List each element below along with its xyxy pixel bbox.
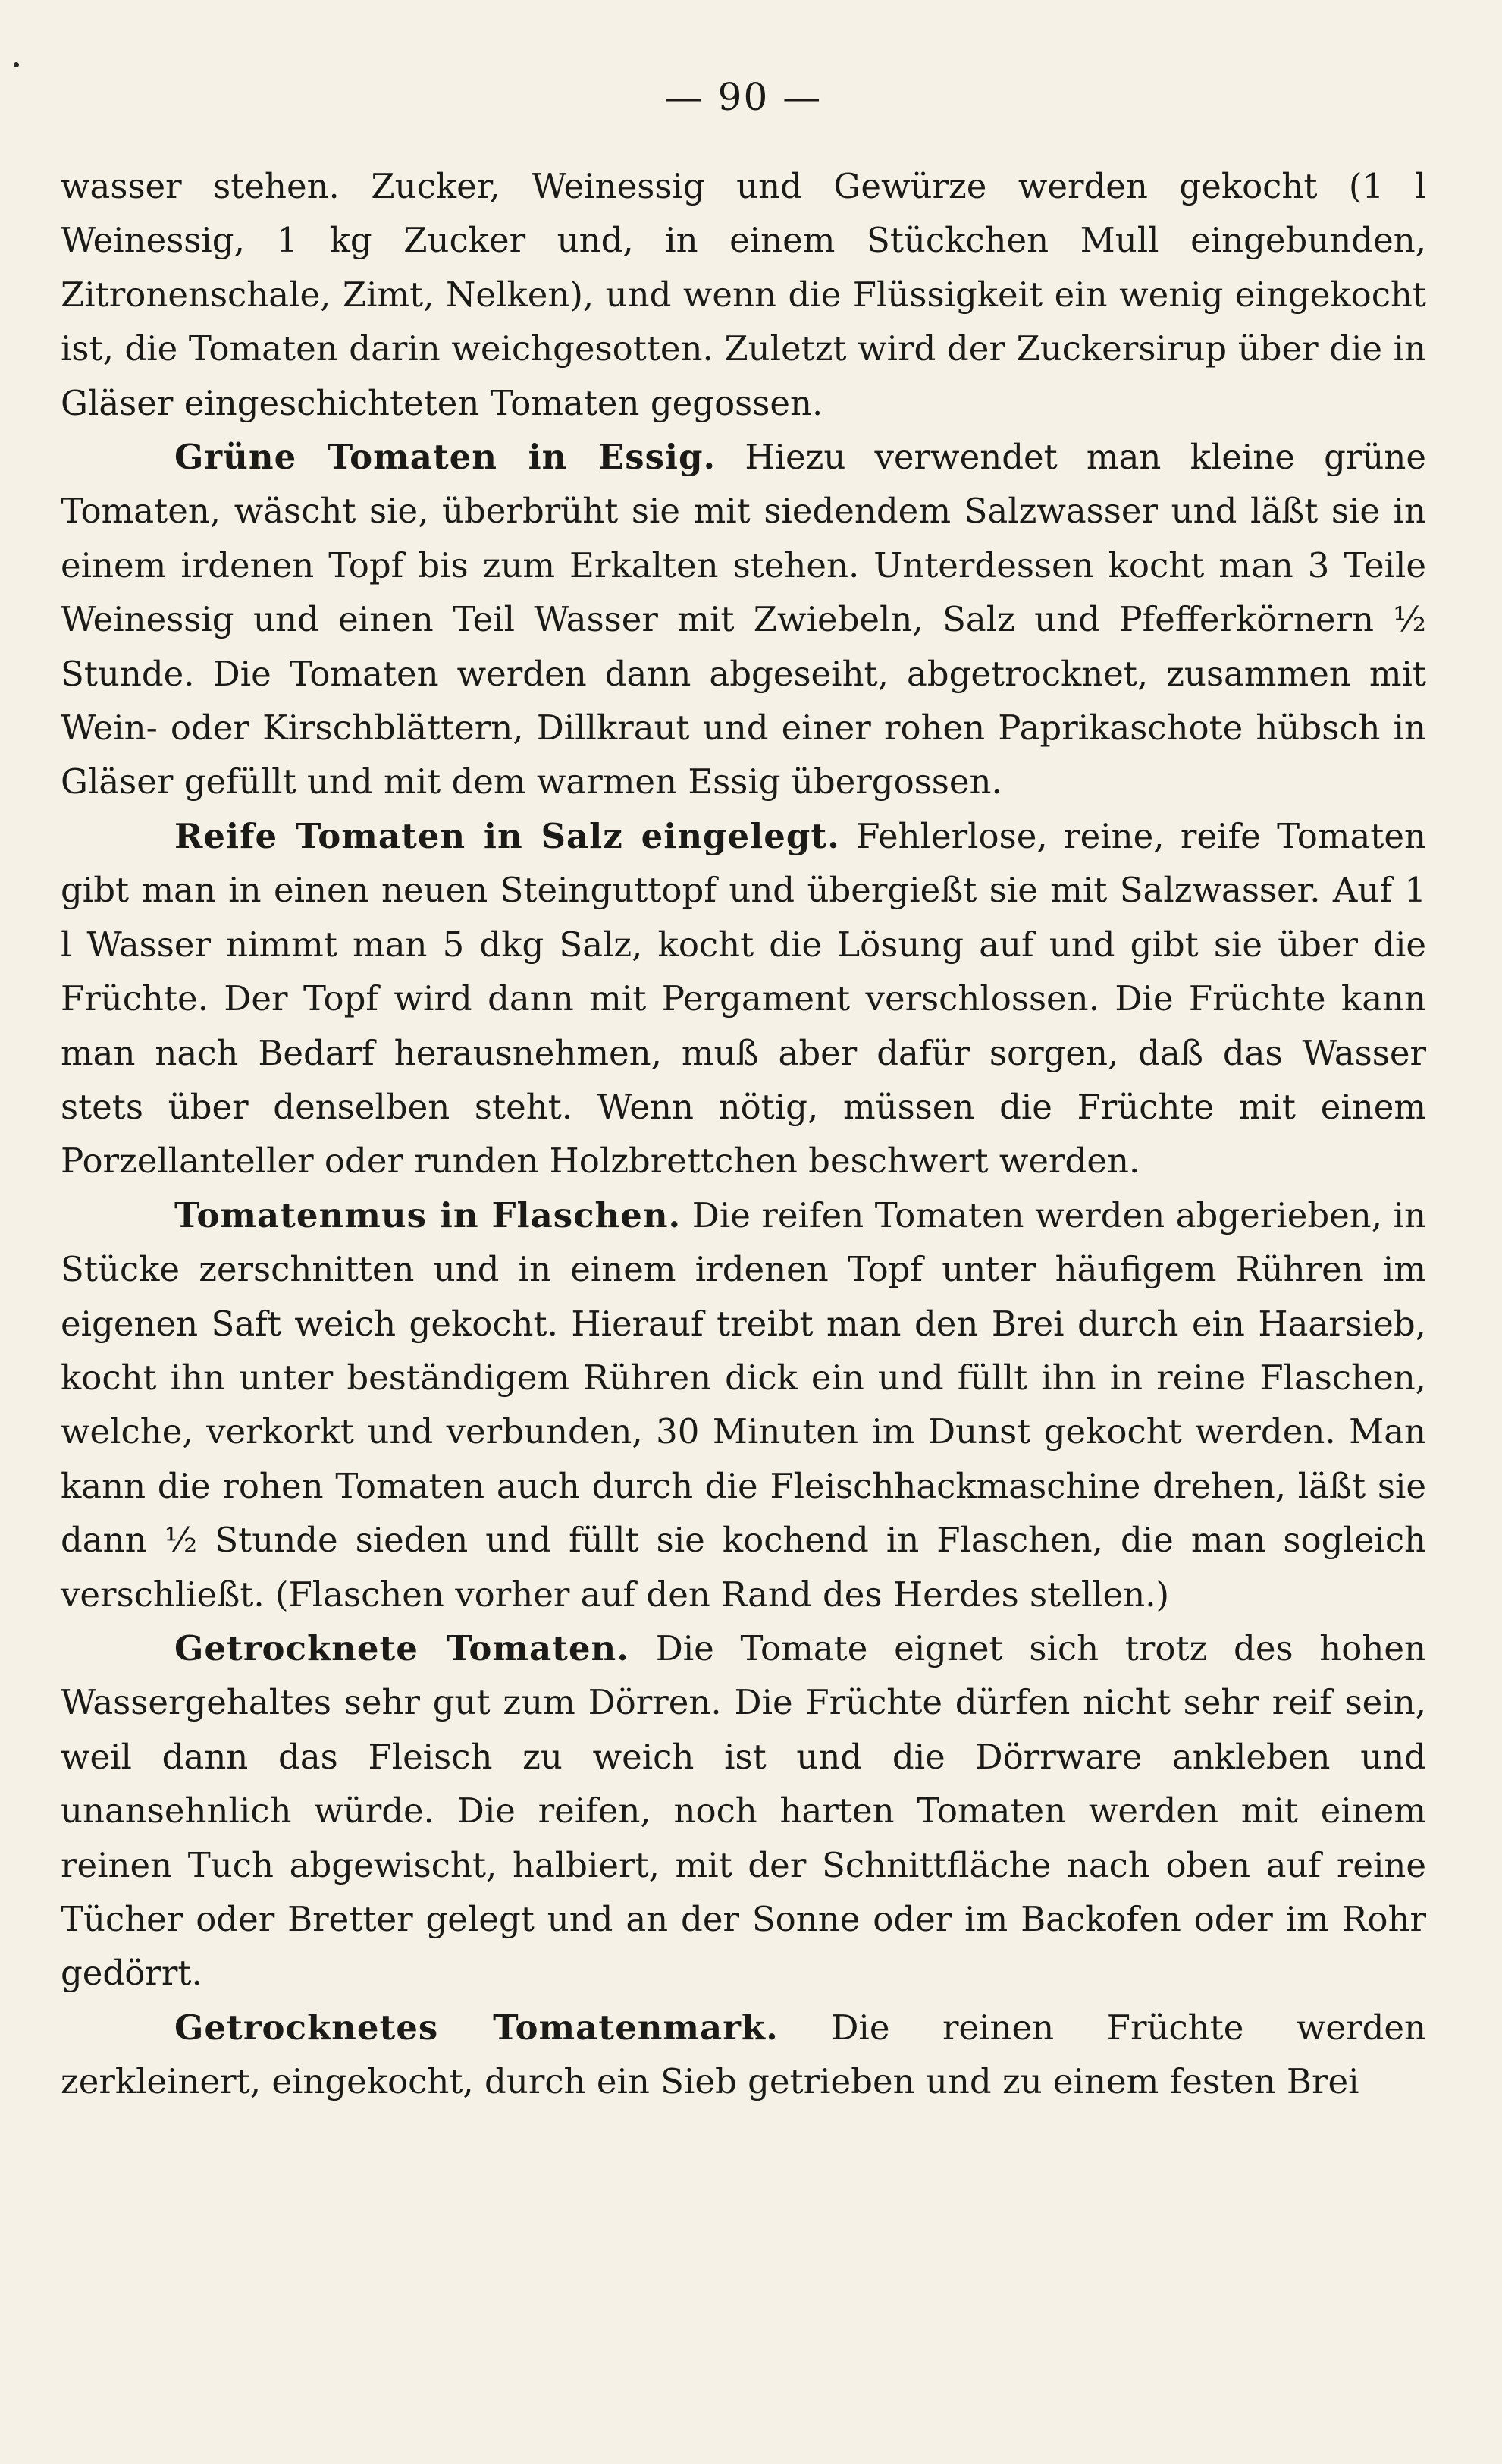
section-heading: Reife Tomaten in Salz eingelegt. <box>174 815 840 856</box>
paragraph-continuation <box>61 159 1426 430</box>
section-heading: Getrocknetes Tomatenmark. <box>174 2007 779 2048</box>
paragraph-text: Fehlerlose, reine, reife Tomaten gibt man in einen neuen Steinguttopf und übergießt sie mit Salzwasser. Auf 1 l Wasser nimmt man 5 dkg Salz, kocht die Lösung auf und gibt sie über die Früchte. Der Topf wird dann mit Pergament verschlossen. Die Früchte kann man nach Bedarf herausnehmen, muß aber dafür sorgen, daß das Wasser stets über denselben steht. Wenn nötig, müssen die Früchte mit einem Porzellanteller oder runden Holzbrettchen beschwert werden. <box>61 815 1426 1182</box>
section-heading: Tomatenmus in Flaschen. <box>174 1194 682 1235</box>
paragraph-text: Die reinen Früchte werden zerkleinert, eingekocht, durch ein Sieb getrieben und zu einem festen Brei <box>61 2007 1426 2102</box>
section-heading: Grüne Tomaten in Essig. <box>174 437 717 478</box>
section-reife-tomaten <box>61 809 1426 1188</box>
page-number: — 90 — <box>664 75 823 119</box>
section-heading: Getrocknete Tomaten. <box>174 1627 629 1668</box>
paragraph-text: wasser stehen. Zucker, Weinessig und Gewürze werden gekocht (1 l Weinessig, 1 kg Zucker und, in einem Stückchen Mull eingebunden, Zitronenschale, Zimt, Nelken), und wenn die Flüssigkeit ein wenig eingekocht ist, die Tomaten darin weichgesotten. Zuletzt wird der Zuckersirup über die in Gläser eingeschichteten Tomaten gegossen. <box>61 166 1426 423</box>
body-text <box>61 159 1426 2109</box>
section-tomatenmark <box>61 2001 1426 2109</box>
paragraph-text: Die Tomate eignet sich trotz des hohen Wassergehaltes sehr gut zum Dörren. Die Früchte dürfen nicht sehr reif sein, weil dann das Fleisch zu weich ist und die Dörrware ankleben und unansehnlich würde. Die reifen, noch harten Tomaten werden mit einem reinen Tuch abgewischt, halbiert, mit der Schnittfläche nach oben auf reine Tücher oder Bretter gelegt und an der Sonne oder im Backofen oder im Rohr gedörrt. <box>61 1627 1426 1994</box>
section-gruene-tomaten <box>61 430 1426 809</box>
section-getrocknete-tomaten <box>61 1621 1426 2001</box>
page-speck <box>14 62 19 67</box>
paragraph-text: Die reifen Tomaten werden abgerieben, in Stücke zerschnitten und in einem irdenen Topf unter häufigem Rühren im eigenen Saft weich gekocht. Hierauf treibt man den Brei durch ein Haarsieb, kocht ihn unter beständigem Rühren dick ein und füllt ihn in reine Flaschen, welche, verkorkt und verbunden, 30 Minuten im Dunst gekocht werden. Man kann die rohen Tomaten auch durch die Fleischhackmaschine drehen, läßt sie dann ½ Stunde sieden und füllt sie kochend in Flaschen, die man sogleich verschließt. (Flaschen vorher auf den Rand des Herdes stellen.) <box>61 1194 1426 1615</box>
paragraph-text: Hiezu verwendet man kleine grüne Tomaten, wäscht sie, überbrüht sie mit siedendem Salzwasser und läßt sie in einem irdenen Topf bis zum Erkalten stehen. Unterdessen kocht man 3 Teile Weinessig und einen Teil Wasser mit Zwiebeln, Salz und Pfefferkörnern ½ Stunde. Die Tomaten werden dann abgeseiht, abgetrocknet, zusammen mit Wein- oder Kirschblättern, Dillkraut und einer rohen Paprikaschote hübsch in Gläser gefüllt und mit dem warmen Essig übergossen. <box>61 437 1426 802</box>
section-tomatenmus <box>61 1188 1426 1621</box>
